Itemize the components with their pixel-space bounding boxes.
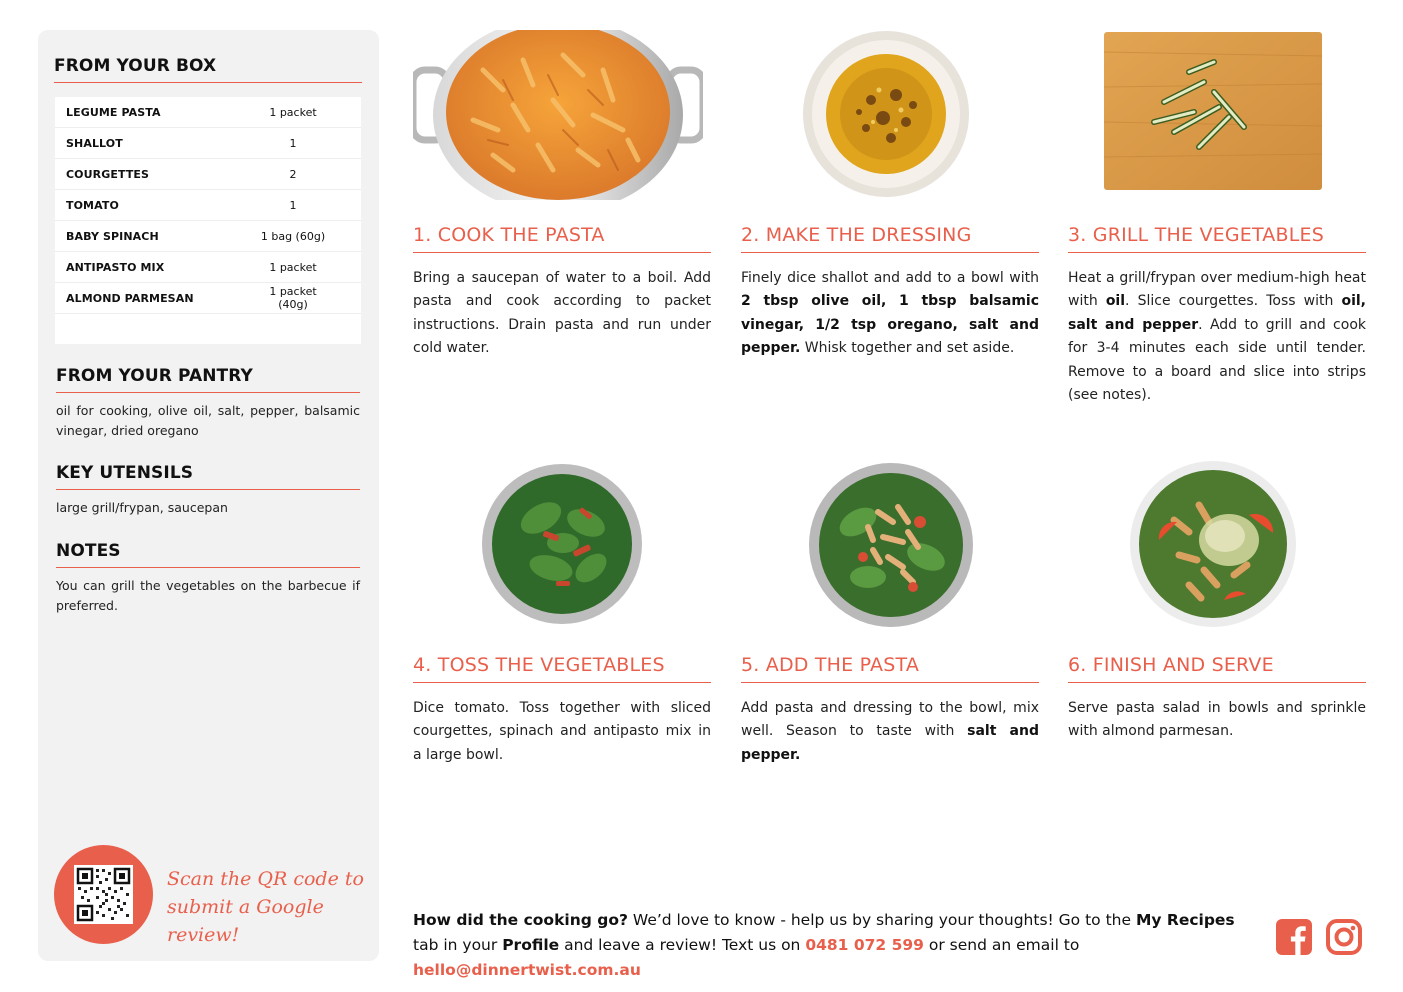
step-text-segment: Bring a saucepan of water to a boil. Add pasta and cook according to packet instructions. Drain pasta and run under cold water. — [413, 270, 711, 357]
pasta-salad-bowl-image — [808, 462, 974, 628]
step-instructions — [1068, 267, 1366, 407]
instagram-icon[interactable] — [1325, 918, 1363, 956]
ingredient-name: ALMOND PARMESAN — [66, 291, 194, 305]
toss-vegetables-bowl-image — [481, 463, 643, 625]
step-instructions — [1068, 697, 1366, 744]
footer-text: and leave a review! Text us on — [559, 936, 806, 954]
key-utensils-heading: KEY UTENSILS — [56, 463, 360, 490]
cutting-board-image — [1104, 32, 1322, 190]
notes-text: You can grill the vegetables on the barbecue if preferred. — [56, 578, 360, 613]
ingredient-row — [55, 190, 361, 221]
step-2 — [741, 224, 1039, 361]
qr-text-line: Scan the QR code to — [167, 868, 364, 890]
footer-text: We’d love to know - help us by sharing your thoughts! Go to the — [627, 911, 1136, 929]
ingredient-row — [55, 128, 361, 159]
from-your-box-heading: FROM YOUR BOX — [54, 56, 362, 83]
ingredient-qty: 1 — [289, 198, 297, 212]
ingredient-name: BABY SPINACH — [66, 229, 159, 243]
dressing-bowl-image — [801, 30, 971, 200]
footer-text: tab in your — [413, 936, 503, 954]
step-text-segment: Heat a grill/frypan over medium-high heat with — [1068, 270, 1366, 310]
ingredient-row — [55, 283, 361, 314]
step-bold-segment: oil, salt and pepper — [1068, 293, 1367, 333]
step-title: 6. FINISH AND SERVE — [1068, 654, 1366, 683]
ingredient-qty: 1 bag (60g) — [260, 229, 326, 243]
step-text-segment: . Add to grill and cook for 3-4 minutes each side until tender. Remove to a board and slice into strips (see notes). — [1068, 316, 1366, 404]
ingredient-name: ANTIPASTO MIX — [66, 260, 165, 274]
step-text-segment: Dice tomato. Toss together with sliced courgettes, spinach and antipasto mix in a large bowl. — [413, 700, 711, 763]
step-6 — [1068, 654, 1366, 744]
step-title: 5. ADD THE PASTA — [741, 654, 1039, 683]
ingredient-qty: 1 packet — [269, 260, 317, 274]
qr-code-icon[interactable] — [74, 865, 133, 924]
from-your-pantry-heading: FROM YOUR PANTRY — [56, 366, 360, 393]
step-text-segment: Serve pasta salad in bowls and sprinkle with almond parmesan. — [1068, 700, 1366, 740]
ingredient-row — [55, 221, 361, 252]
sidebar — [38, 30, 379, 961]
step-instructions — [741, 267, 1039, 361]
step-3 — [1068, 224, 1366, 407]
step-title: 3. GRILL THE VEGETABLES — [1068, 224, 1366, 253]
step-title: 4. TOSS THE VEGETABLES — [413, 654, 711, 683]
step-instructions — [413, 697, 711, 767]
ingredient-name: COURGETTES — [66, 167, 150, 181]
step-text-segment: . Slice courgettes. Toss with — [1125, 293, 1342, 310]
ingredient-qty: 1 — [289, 136, 297, 150]
step-title: 1. COOK THE PASTA — [413, 224, 711, 253]
profile-label: Profile — [502, 936, 560, 954]
notes-heading: NOTES — [56, 541, 360, 568]
step-5 — [741, 654, 1039, 767]
ingredient-qty: 2 — [289, 167, 297, 181]
email-link[interactable]: hello@dinnertwist.com.au — [413, 961, 641, 979]
utensils-text: large grill/frypan, saucepan — [56, 500, 228, 515]
footer-text: or send an email to — [923, 936, 1080, 954]
step-bold-segment: oil — [1105, 293, 1126, 310]
review-footer — [413, 908, 1263, 983]
step-4 — [413, 654, 711, 767]
step-instructions — [741, 697, 1039, 767]
ingredient-name: TOMATO — [66, 198, 119, 212]
step-bold-segment: 2 tbsp olive oil, 1 tbsp balsamic vinegar, 1/2 tsp oregano, salt and pepper. — [741, 293, 1039, 357]
ingredient-name: SHALLOT — [66, 136, 123, 150]
qr-text-line: submit a Google review! — [167, 896, 324, 946]
facebook-icon[interactable] — [1275, 918, 1313, 956]
step-title: 2. MAKE THE DRESSING — [741, 224, 1039, 253]
qr-badge — [54, 845, 153, 944]
pasta-pot-image — [413, 30, 703, 200]
ingredient-row — [55, 97, 361, 128]
ingredient-qty: 1 packet (40g) — [269, 285, 317, 311]
step-text-segment: Finely dice shallot and add to a bowl with — [741, 270, 1039, 286]
ingredient-name: LEGUME PASTA — [66, 105, 161, 119]
qr-review-text — [167, 865, 367, 949]
step-text-segment: Add pasta and dressing to the bowl, mix well. Season to taste with — [741, 700, 1039, 740]
ingredients-table — [55, 97, 361, 344]
finished-salad-bowl-image — [1129, 460, 1297, 628]
step-bold-segment: salt and pepper. — [741, 723, 1039, 763]
step-1 — [413, 224, 711, 361]
ingredient-qty: 1 packet — [269, 105, 317, 119]
phone-number-link[interactable]: 0481 072 599 — [805, 936, 924, 954]
footer-question: How did the cooking go? — [413, 911, 628, 929]
ingredient-row — [55, 159, 361, 190]
ingredient-row — [55, 252, 361, 283]
step-instructions — [413, 267, 711, 361]
my-recipes-label: My Recipes — [1135, 911, 1235, 929]
pantry-text: oil for cooking, olive oil, salt, pepper, balsamic vinegar, dried oregano — [56, 403, 360, 438]
step-text-segment: Whisk together and set aside. — [800, 340, 1015, 357]
